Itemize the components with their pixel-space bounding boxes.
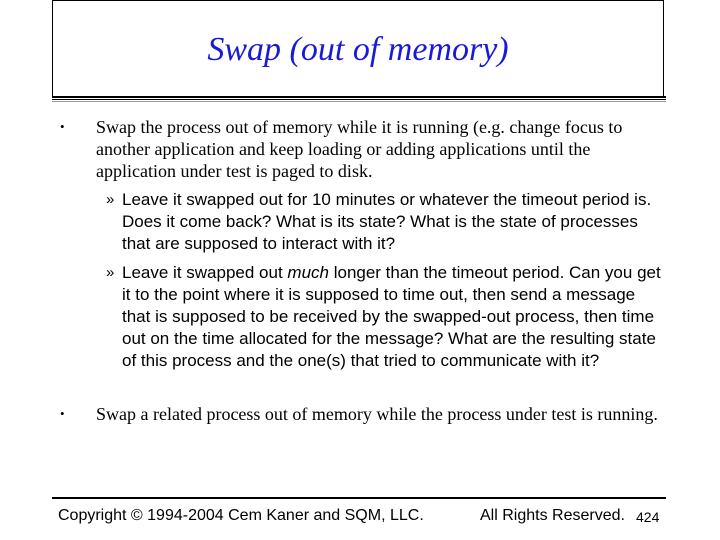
sub-bullet-marker: » (106, 191, 115, 208)
bullet-marker: • (60, 406, 65, 421)
footer-copyright: Copyright © 1994-2004 Cem Kaner and SQM, LLC. (58, 507, 424, 524)
title-frame (52, 0, 664, 96)
sub-bullet-text-end: longer than the timeout period. Can you get it to the point where it is supposed to time out, then send a message that is supposed to be received by the swapped-out process, then time out on the time allocated for the message? What are the resulting state of this process and the one(s) that tried to communicate with it? (122, 263, 661, 370)
title-divider-secondary (52, 99, 666, 100)
emphasis-text: much (287, 263, 329, 282)
sub-bullet-text-start: Leave it swapped out (122, 263, 288, 282)
page-number: 424 (636, 509, 660, 525)
bullet-marker: • (60, 119, 65, 134)
sub-bullet-text: Leave it swapped out for 10 minutes or whatever the timeout period is. Does it come back? What is its state? What is the state of processes that are supposed to interact with it? (122, 190, 652, 253)
title-divider (52, 96, 666, 98)
footer-divider (52, 497, 666, 499)
sub-bullet-text (122, 262, 668, 372)
sub-bullet-marker: » (106, 264, 115, 281)
title-divider-shadow (52, 101, 666, 102)
footer-rights: All Rights Reserved. (480, 507, 625, 524)
bullet-text: Swap a related process out of memory while the process under test is running. (96, 404, 658, 424)
bullet-text: Swap the process out of memory while it is running (e.g. change focus to another application and keep loading or adding applications until the application under test is paged to disk. (96, 117, 623, 181)
slide-title: Swap (out of memory) (207, 31, 509, 68)
